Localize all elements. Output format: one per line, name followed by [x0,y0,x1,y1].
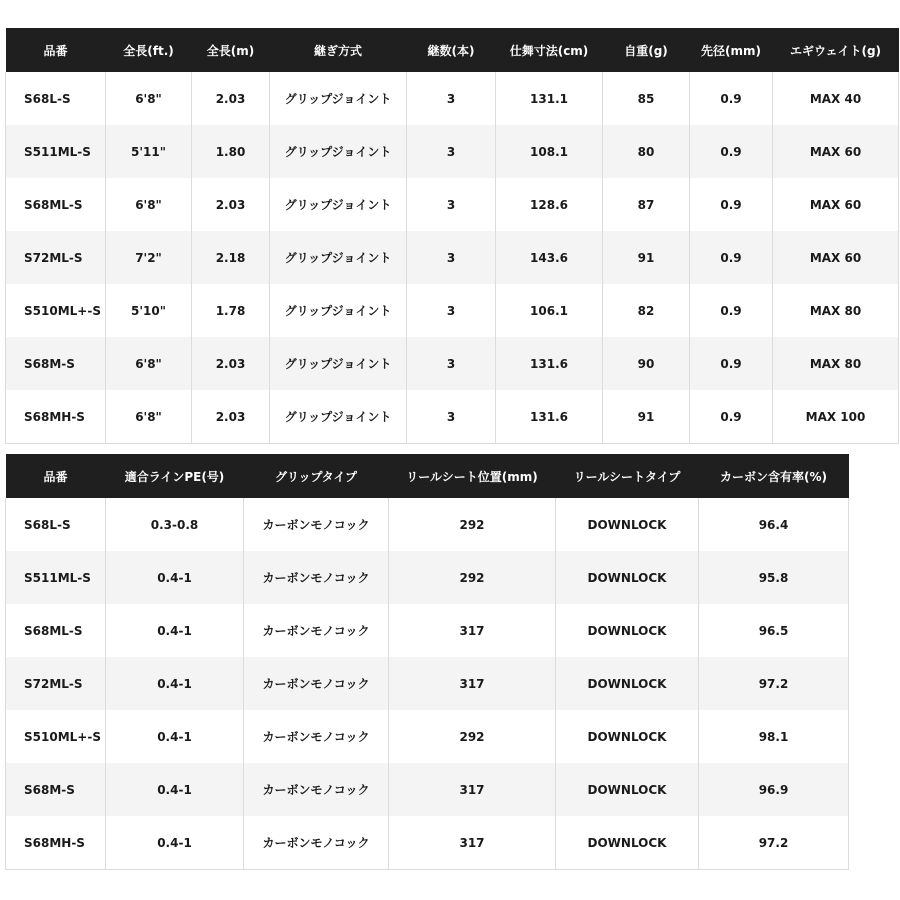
column-header: 適合ラインPE(号) [106,454,244,498]
table-cell: 0.3-0.8 [106,498,244,551]
table-row [6,337,899,390]
table-row [6,498,849,551]
column-header: エギウェイト(g) [773,28,899,72]
table-row [6,284,899,337]
table-cell: DOWNLOCK [556,763,699,816]
column-header: 仕舞寸法(cm) [496,28,603,72]
model-cell: S68M-S [6,763,106,816]
table-cell: 96.4 [699,498,849,551]
table-cell: DOWNLOCK [556,816,699,870]
table-cell: グリップジョイント [270,337,407,390]
table-cell: カーボンモノコック [244,604,389,657]
table-cell: DOWNLOCK [556,604,699,657]
table-cell: 91 [603,390,690,444]
table-cell: 80 [603,125,690,178]
table-cell: 0.9 [690,284,773,337]
table-row [6,763,849,816]
table-cell: 0.4-1 [106,604,244,657]
table-cell: DOWNLOCK [556,551,699,604]
table-row [6,231,899,284]
model-cell: S511ML-S [6,551,106,604]
table-header-row [6,454,849,498]
table-cell: 3 [407,178,496,231]
table-cell: 82 [603,284,690,337]
table-row [6,125,899,178]
table-cell: 292 [389,498,556,551]
table-cell: 0.4-1 [106,710,244,763]
table-cell: 96.9 [699,763,849,816]
column-header: 全長(ft.) [106,28,192,72]
table-cell: 317 [389,604,556,657]
column-header: グリップタイプ [244,454,389,498]
table-row [6,604,849,657]
table-cell: カーボンモノコック [244,551,389,604]
table-cell: MAX 40 [773,72,899,125]
table-row [6,551,849,604]
model-cell: S68ML-S [6,604,106,657]
table-cell: 3 [407,284,496,337]
table-cell: DOWNLOCK [556,498,699,551]
table-row [6,816,849,870]
table-cell: 0.9 [690,337,773,390]
model-cell: S68M-S [6,337,106,390]
column-header: リールシート位置(mm) [389,454,556,498]
table-cell: 2.03 [192,390,270,444]
model-cell: S511ML-S [6,125,106,178]
column-header: リールシートタイプ [556,454,699,498]
table-cell: 106.1 [496,284,603,337]
table-cell: 5'10" [106,284,192,337]
table-cell: 108.1 [496,125,603,178]
table-cell: 2.03 [192,72,270,125]
table-cell: 97.2 [699,657,849,710]
table-cell: 98.1 [699,710,849,763]
table-cell: 0.4-1 [106,763,244,816]
model-cell: S72ML-S [6,231,106,284]
model-cell: S68L-S [6,72,106,125]
table-cell: 97.2 [699,816,849,870]
table-cell: 2.03 [192,337,270,390]
table-cell: 91 [603,231,690,284]
table-cell: カーボンモノコック [244,763,389,816]
table-cell: 0.4-1 [106,551,244,604]
table-cell: 1.78 [192,284,270,337]
table-cell: 0.9 [690,178,773,231]
column-header: 先径(mm) [690,28,773,72]
table-cell: 0.9 [690,231,773,284]
table-cell: 85 [603,72,690,125]
table-row [6,390,899,444]
table-cell: DOWNLOCK [556,657,699,710]
column-header: 品番 [6,28,106,72]
table-cell: グリップジョイント [270,72,407,125]
table-cell: グリップジョイント [270,284,407,337]
table-cell: MAX 60 [773,125,899,178]
spec-table-1 [5,28,899,444]
table-cell: 2.18 [192,231,270,284]
column-header: 継数(本) [407,28,496,72]
table-cell: 131.6 [496,337,603,390]
table-cell: 5'11" [106,125,192,178]
column-header: 自重(g) [603,28,690,72]
table-cell: 131.6 [496,390,603,444]
table-cell: MAX 80 [773,337,899,390]
table-cell: 317 [389,816,556,870]
table-row [6,657,849,710]
column-header: 全長(m) [192,28,270,72]
table-cell: 90 [603,337,690,390]
table-cell: 3 [407,337,496,390]
table-cell: 0.4-1 [106,657,244,710]
table-cell: 6'8" [106,337,192,390]
table-cell: 0.4-1 [106,816,244,870]
model-cell: S68MH-S [6,390,106,444]
table-row [6,72,899,125]
table-cell: グリップジョイント [270,125,407,178]
table-cell: MAX 80 [773,284,899,337]
table-cell: グリップジョイント [270,178,407,231]
table-cell: DOWNLOCK [556,710,699,763]
table-cell: 131.1 [496,72,603,125]
table-cell: 3 [407,390,496,444]
model-cell: S510ML+-S [6,284,106,337]
table-cell: MAX 60 [773,178,899,231]
table-cell: カーボンモノコック [244,498,389,551]
table-cell: 292 [389,710,556,763]
table-row [6,178,899,231]
column-header: 品番 [6,454,106,498]
table-cell: 3 [407,72,496,125]
table-cell: カーボンモノコック [244,816,389,870]
table-cell: 3 [407,125,496,178]
table-cell: 0.9 [690,72,773,125]
table-cell: カーボンモノコック [244,657,389,710]
table-cell: 96.5 [699,604,849,657]
table-cell: 6'8" [106,178,192,231]
table-cell: MAX 100 [773,390,899,444]
table-cell: カーボンモノコック [244,710,389,763]
table-cell: 292 [389,551,556,604]
table-cell: 128.6 [496,178,603,231]
model-cell: S68L-S [6,498,106,551]
table-cell: 0.9 [690,390,773,444]
model-cell: S68ML-S [6,178,106,231]
model-cell: S510ML+-S [6,710,106,763]
table-cell: 3 [407,231,496,284]
table-cell: 0.9 [690,125,773,178]
column-header: カーボン含有率(%) [699,454,849,498]
table-row [6,710,849,763]
table-cell: 317 [389,657,556,710]
table-cell: 87 [603,178,690,231]
table-cell: 2.03 [192,178,270,231]
table-cell: MAX 60 [773,231,899,284]
model-cell: S68MH-S [6,816,106,870]
table-header-row [6,28,899,72]
table-cell: グリップジョイント [270,390,407,444]
table-cell: 1.80 [192,125,270,178]
table-cell: 143.6 [496,231,603,284]
table-cell: 7'2" [106,231,192,284]
table-cell: 317 [389,763,556,816]
table-cell: 95.8 [699,551,849,604]
column-header: 継ぎ方式 [270,28,407,72]
spec-table-2 [5,454,849,870]
table-cell: 6'8" [106,72,192,125]
table-cell: 6'8" [106,390,192,444]
table-cell: グリップジョイント [270,231,407,284]
model-cell: S72ML-S [6,657,106,710]
